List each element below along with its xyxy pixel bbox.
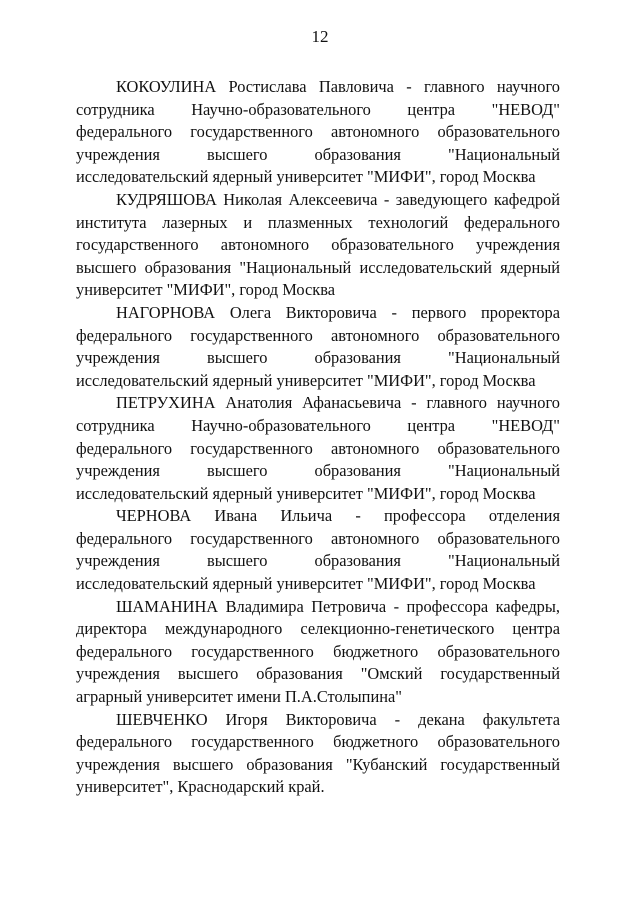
entry-name: НАГОРНОВА Олега Викторовича: [116, 302, 377, 322]
entry-shevchenko: [76, 709, 560, 799]
award-list: [76, 76, 560, 799]
entry-name: ШЕВЧЕНКО Игоря Викторовича: [116, 709, 377, 729]
entry-name: ПЕТРУХИНА Анатолия Афанасьевича: [116, 393, 402, 413]
entry-text: - декана факультета федерального государственного бюджетного образовательного учреждения высшего образования "Кубанский государственный университет", Краснодарский край.: [76, 709, 560, 797]
entry-nagornov: [76, 302, 560, 392]
entry-kudryashov: [76, 189, 560, 302]
page-number: 12: [311, 27, 329, 46]
entry-text: - профессора кафедры, директора международного селекционно-генетического центра федерального государственного бюджетного образовательного учреждения высшего образования "Омский государственный аграрный университет имени П.А.Столыпина": [76, 596, 560, 707]
entry-text: - заведующего кафедрой института лазерных и плазменных технологий федерального государственного автономного образовательного учреждения высшего образования "Национальный исследовательский ядерный университет "МИФИ", город Москва: [76, 189, 560, 300]
entry-name: КОКОУЛИНА Ростислава Павловича: [116, 77, 394, 96]
entry-shamanin: [76, 596, 560, 709]
entry-name: КУДРЯШОВА Николая Алексеевича: [116, 189, 378, 209]
entry-kokoulin: [76, 76, 560, 189]
entry-text: - главного научного сотрудника Научно-образовательного центра "НЕВОД" федерального государственного автономного образовательного учреждения высшего образования "Национальный исследовательский ядерный университет "МИФИ", город Москва: [76, 77, 560, 187]
entry-chernov: [76, 505, 560, 595]
entry-text: - главного научного сотрудника Научно-образовательного центра "НЕВОД" федерального государственного автономного образовательного учреждения высшего образования "Национальный исследовательский ядерный университет "МИФИ", город Москва: [76, 393, 560, 503]
entry-text: - профессора отделения федерального государственного автономного образовательного учреждения высшего образования "Национальный исследовательский ядерный университет "МИФИ", город Москва: [76, 506, 560, 594]
entry-name: ЧЕРНОВА Ивана Ильича: [116, 506, 333, 526]
entry-petrukhin: [76, 392, 560, 505]
entry-name: ШАМАНИНА Владимира Петровича: [116, 596, 387, 616]
entry-text: - первого проректора федерального государственного автономного образовательного учреждения высшего образования "Национальный исследовательский ядерный университет "МИФИ", город Москва: [76, 302, 560, 390]
